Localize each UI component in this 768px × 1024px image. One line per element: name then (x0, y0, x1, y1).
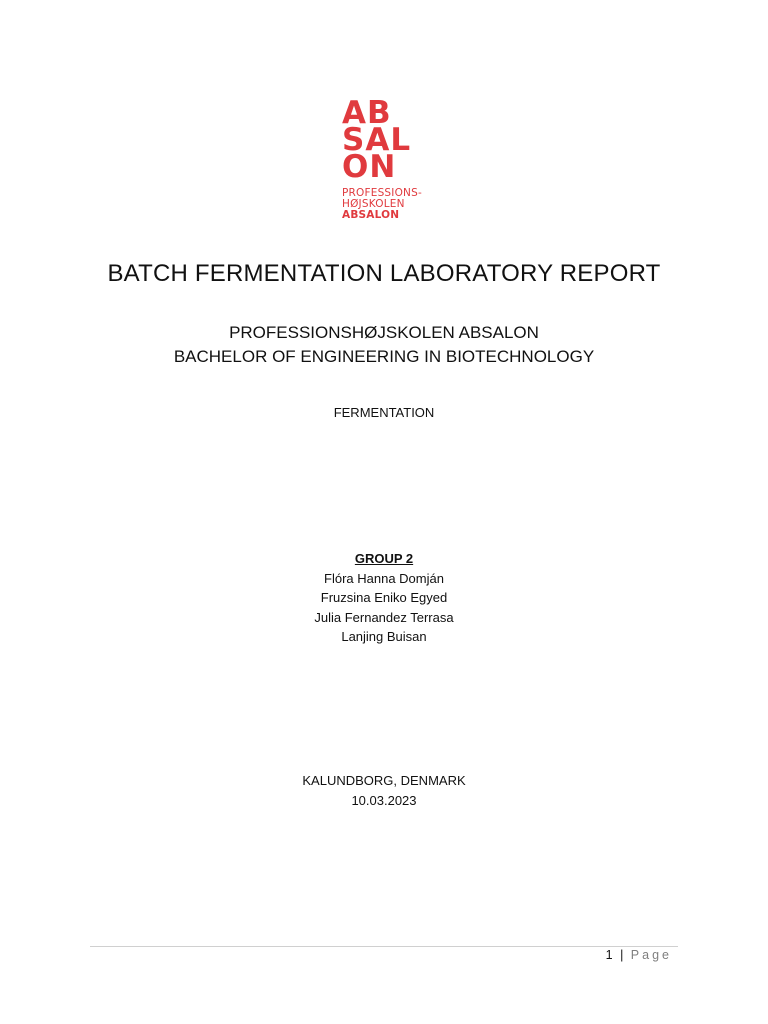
logo-subtext (342, 188, 442, 221)
group-member: Flóra Hanna Domján (324, 570, 444, 586)
logo-wordmark (342, 95, 442, 185)
group-block (0, 549, 768, 647)
page-separator: | (620, 948, 624, 962)
logo-word-line: ON (342, 149, 397, 185)
logo-sub-line: PROFESSIONS- (342, 187, 422, 199)
logo-sub-bold: ABSALON (342, 209, 400, 221)
absalon-logo (342, 95, 442, 228)
page-footer (606, 948, 672, 962)
institution-name: PROFESSIONSHØJSKOLEN ABSALON (229, 323, 539, 342)
course-name: FERMENTATION (333, 405, 435, 420)
location-date-block (0, 771, 768, 810)
logo-word-line: SAL (342, 122, 412, 158)
logo-word-line: AB (342, 95, 392, 131)
logo-sub-line: HØJSKOLEN (342, 198, 405, 210)
page-number: 1 (605, 948, 613, 962)
date: 10.03.2023 (351, 792, 417, 808)
footer-divider (90, 946, 678, 947)
group-member: Fruzsina Eniko Egyed (320, 590, 448, 605)
report-title: BATCH FERMENTATION LABORATORY REPORT (107, 260, 661, 287)
program-name: BACHELOR OF ENGINEERING IN BIOTECHNOLOGY (173, 347, 595, 366)
location: KALUNDBORG, DENMARK (302, 773, 466, 788)
group-member: Lanjing Buisan (341, 629, 427, 644)
group-member: Julia Fernandez Terrasa (314, 609, 454, 625)
group-title: GROUP 2 (354, 551, 414, 566)
page-label: Page (630, 948, 672, 962)
